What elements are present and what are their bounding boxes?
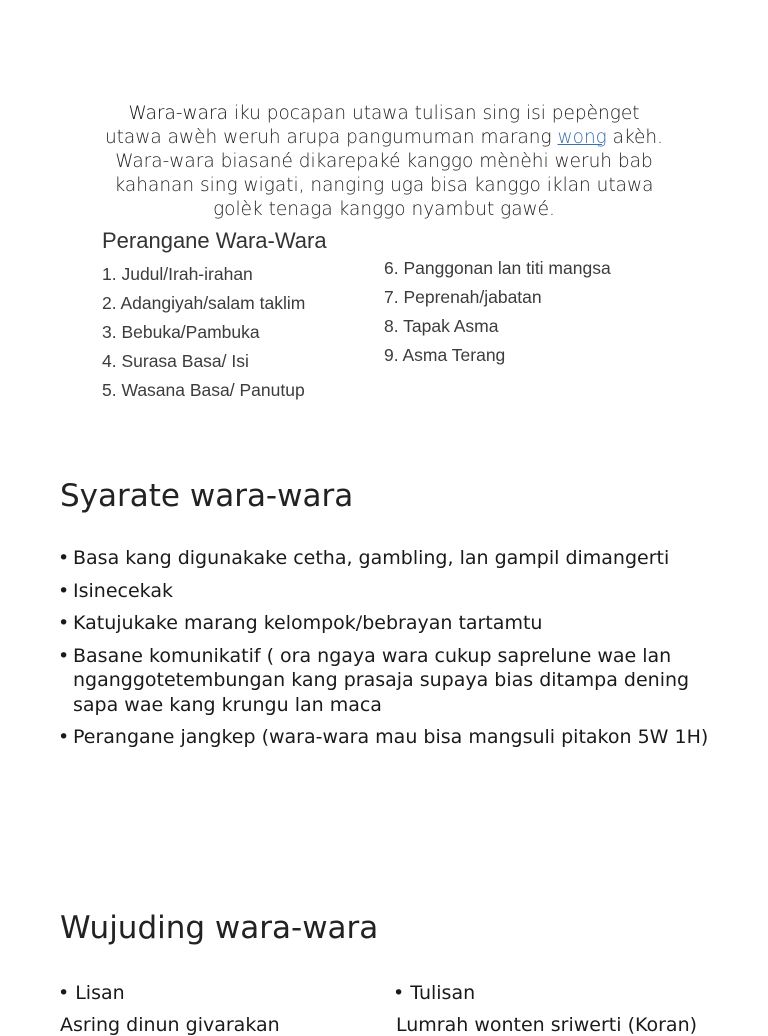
- bullet-icon: •: [58, 644, 70, 667]
- wujud-item-lisan: [58, 982, 125, 1004]
- intro-text-part2: akèh. Wara-wara biasané dikarepaké kanggo mènèhi weruh bab kahanan sing wigati, nanging uga bisa kanggo iklan utawa golèk tenaga kanggo nyambut gawé.: [114, 127, 664, 220]
- syarate-item: [58, 579, 718, 604]
- bullet-icon: •: [58, 982, 70, 1004]
- intro-text-part1: iku pocapan utawa tulisan sing isi pepènget utawa awèh weruh arupa pangumuman marang: [104, 103, 640, 148]
- perangane-item: 4. Surasa Basa/ Isi: [102, 351, 249, 371]
- syarate-item: [58, 546, 718, 571]
- perangane-item: 1. Judul/Irah-irahan: [102, 264, 253, 284]
- perangane-item: 6. Panggonan lan titi mangsa: [384, 258, 611, 278]
- syarate-item-text: Isinecekak: [73, 579, 173, 602]
- syarate-list: [58, 546, 718, 758]
- syarate-item-text: Basa kang digunakake cetha, gambling, lan gampil dimangerti: [73, 547, 670, 569]
- bullet-icon: •: [58, 612, 70, 634]
- syarate-item: [58, 725, 718, 750]
- perangane-item: 9. Asma Terang: [384, 345, 506, 365]
- perangane-item: 8. Tapak Asma: [384, 316, 499, 336]
- syarate-item-text: Katujukake marang kelompok/bebrayan tartamtu: [73, 612, 543, 634]
- wujuding-title: Wujuding wara-wara: [60, 910, 379, 946]
- syarate-item: [58, 644, 718, 718]
- syarate-item: [58, 611, 718, 636]
- perangane-list-left: [102, 260, 305, 405]
- perangane-item: 2. Adangiyah/salam taklim: [102, 293, 306, 313]
- intro-term: Wara-wara: [128, 103, 228, 124]
- syarate-item-text: Perangane jangkep (wara-wara mau bisa mangsuli pitakon 5W 1H): [73, 726, 709, 748]
- perangane-item: 3. Bebuka/Pambuka: [102, 322, 260, 342]
- bullet-icon: •: [58, 726, 70, 748]
- bullet-icon: •: [393, 982, 405, 1004]
- perangane-item: 7. Peprenah/jabatan: [384, 287, 542, 307]
- bullet-icon: •: [58, 547, 70, 569]
- intro-paragraph: [100, 102, 668, 222]
- wujud-tulisan-desc: Lumrah wonten sriwerti (Koran): [396, 1014, 698, 1036]
- wujud-item-label: Tulisan: [410, 982, 476, 1004]
- syarate-item-text: Basane komunikatif ( ora ngaya wara cukup saprelune wae lan nganggotetembungan kang prasaja supaya bias ditampa dening sapa wae kang krungu lan maca: [73, 644, 690, 716]
- wujud-lisan-desc: Asring dinun givarakan: [60, 1014, 280, 1036]
- wujud-item-label: Lisan: [75, 982, 125, 1004]
- syarate-title: Syarate wara-wara: [60, 478, 354, 514]
- wong-link[interactable]: wong: [557, 127, 607, 148]
- perangane-title: Perangane Wara-Wara: [102, 228, 327, 253]
- perangane-list-right: [384, 254, 611, 370]
- perangane-item: 5. Wasana Basa/ Panutup: [102, 380, 305, 400]
- bullet-icon: •: [58, 579, 70, 602]
- wujud-item-tulisan: [393, 982, 475, 1004]
